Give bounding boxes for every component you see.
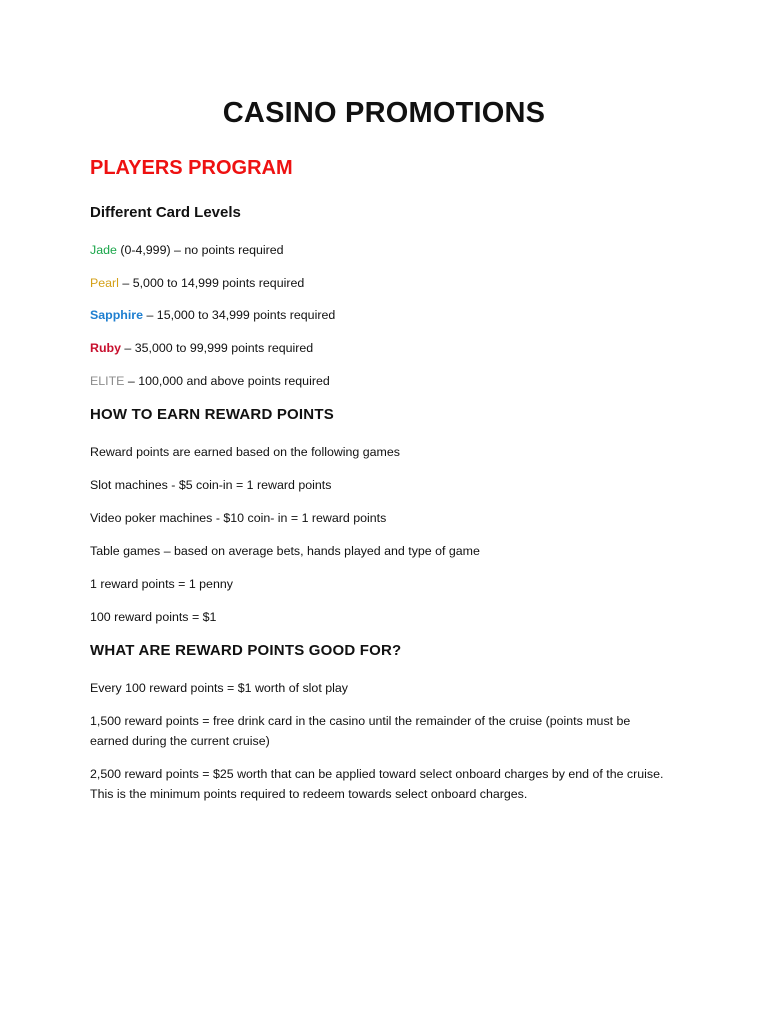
card-level-name: Sapphire	[90, 308, 144, 322]
card-level-jade	[90, 240, 670, 260]
good-for-heading: WHAT ARE REWARD POINTS GOOD FOR?	[90, 642, 402, 659]
card-level-name: ELITE	[90, 374, 125, 388]
good-for-paragraph: 2,500 reward points = $25 worth that can be applied toward select onboard charges by end of the cruise. This is the minimum points required to redeem towards select onboard charges.	[90, 767, 664, 801]
players-program-heading: PLAYERS PROGRAM	[90, 157, 293, 179]
card-level-name: Ruby	[90, 341, 121, 355]
card-level-pearl	[90, 273, 670, 293]
earn-line: Reward points are earned based on the following games	[90, 445, 400, 459]
card-level-detail: – 35,000 to 99,999 points required	[120, 341, 314, 355]
card-levels-heading: Different Card Levels	[90, 204, 241, 221]
card-level-name: Jade	[90, 243, 117, 257]
card-level-detail: (0-4,999) – no points required	[116, 243, 284, 257]
earn-points-heading: HOW TO EARN REWARD POINTS	[90, 406, 334, 423]
earn-line: 1 reward points = 1 penny	[90, 577, 233, 591]
earn-line: Table games – based on average bets, hands played and type of game	[90, 544, 480, 558]
earn-line: 100 reward points = $1	[90, 610, 217, 624]
card-level-ruby	[90, 338, 670, 358]
good-for-paragraph: 1,500 reward points = free drink card in the casino until the remainder of the cruise (points must be earned during the current cruise)	[90, 714, 631, 748]
card-level-sapphire	[90, 305, 670, 325]
earn-line: Slot machines - $5 coin-in = 1 reward points	[90, 478, 332, 492]
card-level-detail: – 5,000 to 14,999 points required	[118, 276, 305, 290]
card-level-name: Pearl	[90, 276, 119, 290]
good-for-paragraph: Every 100 reward points = $1 worth of slot play	[90, 681, 348, 695]
document-title: CASINO PROMOTIONS	[222, 97, 546, 129]
earn-line: Video poker machines - $10 coin- in = 1 reward points	[90, 511, 387, 525]
card-level-detail: – 100,000 and above points required	[124, 374, 330, 388]
card-level-detail: – 15,000 to 34,999 points required	[143, 308, 336, 322]
card-level-elite	[90, 371, 670, 391]
